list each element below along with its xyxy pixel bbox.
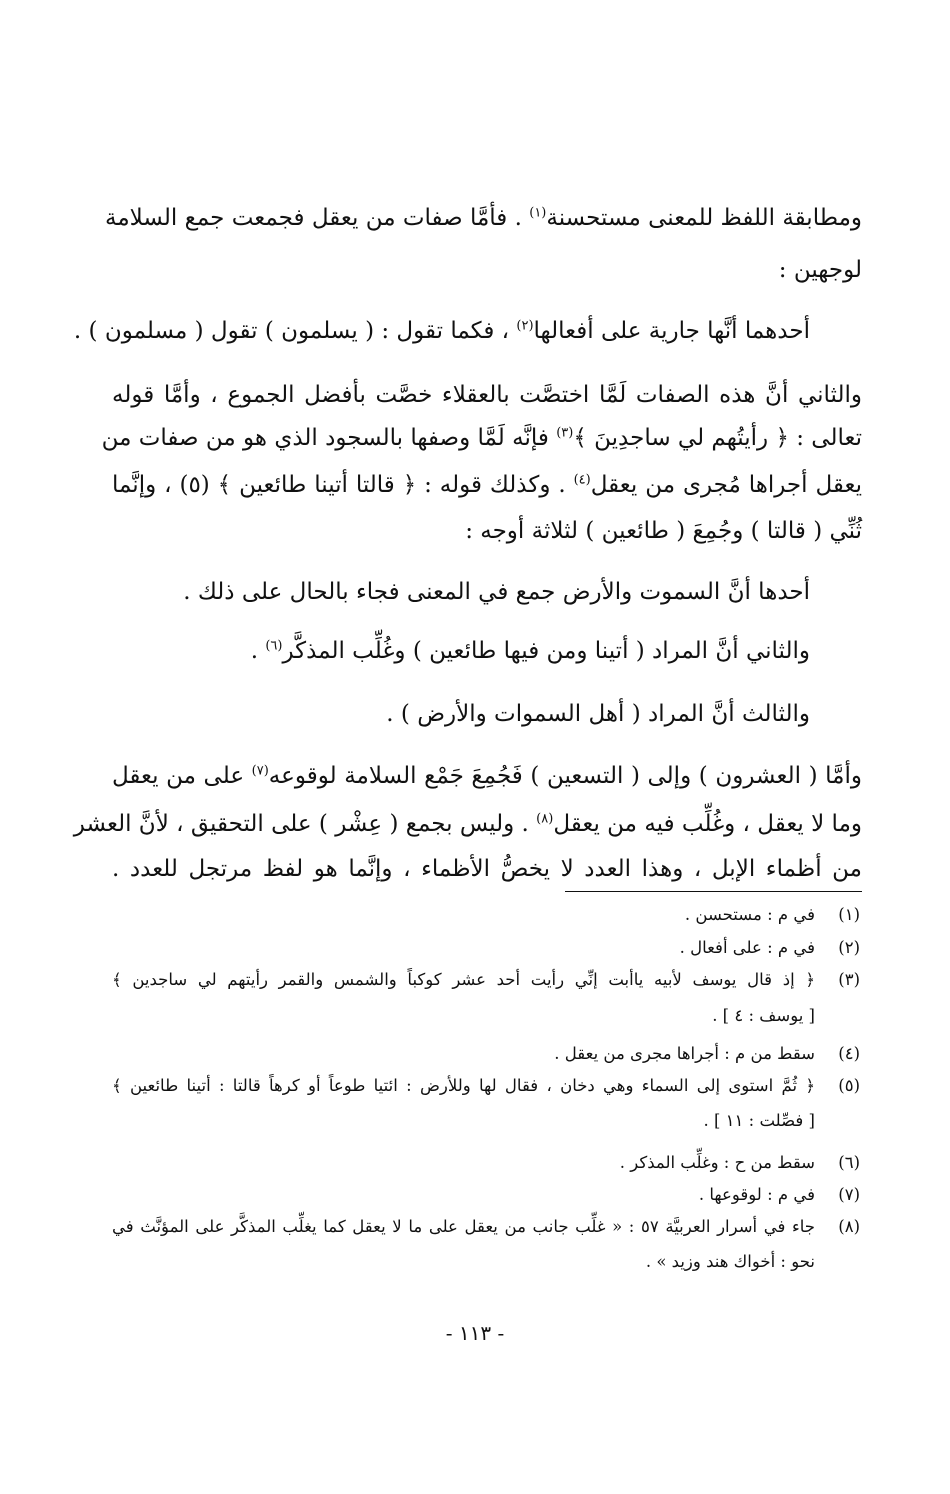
footnote-text-3-cont: [ يوسف : ٤ ] . xyxy=(712,1006,815,1025)
footnote-text-6: سقط من ح : وغلِّب المذكر . xyxy=(619,1153,815,1172)
footnote-text-7: في م : لوقوعها . xyxy=(698,1185,815,1204)
body-line-7: ثُنِّي ( قالتا ) وجُمِعَ ( طائعين ) لثلاثة أوجه : xyxy=(465,518,862,544)
body-line-1: ومطابقة اللفظ للمعنى مستحسنة$^{(١)}$ . فأمَّا صفات من يعقل فجمعت جمع السلامة xyxy=(105,205,862,231)
footnote-number-2: (٢) xyxy=(838,938,860,957)
body-line-9: والثاني أنَّ المراد ( أتينا ومن فيها طائعين ) وغُلِّب المذكَّر$^{(٦)}$ . xyxy=(250,638,810,664)
footnote-number-7: (٧) xyxy=(838,1185,860,1204)
footnote-text-4: سقط من م : أجراها مجرى من يعقل . xyxy=(554,1044,815,1063)
footnote-number-4: (٤) xyxy=(838,1044,860,1063)
body-line-13: من أظماء الإبل ، وهذا العدد لا يخصُّ الأظماء ، وإنَّما هو لفظ مرتجل للعدد . xyxy=(112,856,862,882)
page-number: - ١١٣ - xyxy=(445,1321,505,1345)
footnote-text-5-cont: [ فصِّلت : ١١ ] . xyxy=(703,1111,815,1130)
body-line-8: أحدها أنَّ السموت والأرض جمع في المعنى فجاء بالحال على ذلك . xyxy=(183,579,810,605)
footnote-text-8: جاء في أسرار العربيَّة ٥٧ : « غلِّب جانب من يعقل على ما لا يعقل كما يغلِّب المذكَّر على المؤنَّث في xyxy=(112,1217,815,1236)
body-line-4: والثاني أنَّ هذه الصفات لَمَّا اختصَّت بالعقلاء خصَّت بأفضل الجموع ، وأمَّا قوله xyxy=(112,382,862,408)
footnote-text-1: في م : مستحسن . xyxy=(684,905,815,924)
footnote-text-5: ﴿ ثُمَّ استوى إلى السماء وهي دخان ، فقال لها وللأرض : ائتيا طوعاً أو كرهاً قالتا : أتينا طائعين ﴾ xyxy=(112,1076,815,1095)
footnote-text-8-cont: نحو : أخواك هند وزيد » . xyxy=(645,1252,815,1271)
body-line-3: أحدهما أنَّها جارية على أفعالها$^{(٢)}$ ، فكما تقول : ( يسلمون ) تقول ( مسلمون ) . xyxy=(73,318,810,344)
footnote-number-8: (٨) xyxy=(838,1217,860,1236)
footnote-number-5: (٥) xyxy=(838,1076,860,1095)
body-line-6: يعقل أجراها مُجرى من يعقل$^{(٤)}$ . وكذلك قوله : ﴿ قالتا أتينا طائعين ﴾ (٥) ، وإنَّما xyxy=(112,472,863,498)
body-line-2: لوجهين : xyxy=(778,257,862,283)
footnote-text-3: ﴿ إذ قال يوسف لأبيه ياأبت إنِّي رأيت أحد عشر كوكباً والشمس والقمر رأيتهم لي ساجدين ﴾ xyxy=(112,970,815,989)
body-line-12: وما لا يعقل ، وغُلِّب فيه من يعقل$^{(٨)}$ . وليس بجمع ( عِشْر ) على التحقيق ، لأنَّ العشر xyxy=(73,811,862,837)
footnote-separator xyxy=(565,891,862,892)
footnote-text-2: في م : على أفعال . xyxy=(679,938,815,957)
footnote-number-6: (٦) xyxy=(838,1153,860,1172)
body-line-5: تعالى : ﴿ رأيتُهم لي ساجدِينَ ﴾$^{(٣)}$ فإنَّه لَمَّا وصفها بالسجود الذي هو من صفات من xyxy=(101,425,862,451)
body-line-10: والثالث أنَّ المراد ( أهل السموات والأرض ) . xyxy=(386,701,810,727)
footnote-number-1: (١) xyxy=(838,905,860,924)
footnote-number-3: (٣) xyxy=(838,970,860,989)
body-line-11: وأمَّا ( العشرون ) وإلى ( التسعين ) فَجُمِعَ جَمْع السلامة لوقوعه$^{(٧)}$ على من يعقل xyxy=(112,763,862,789)
